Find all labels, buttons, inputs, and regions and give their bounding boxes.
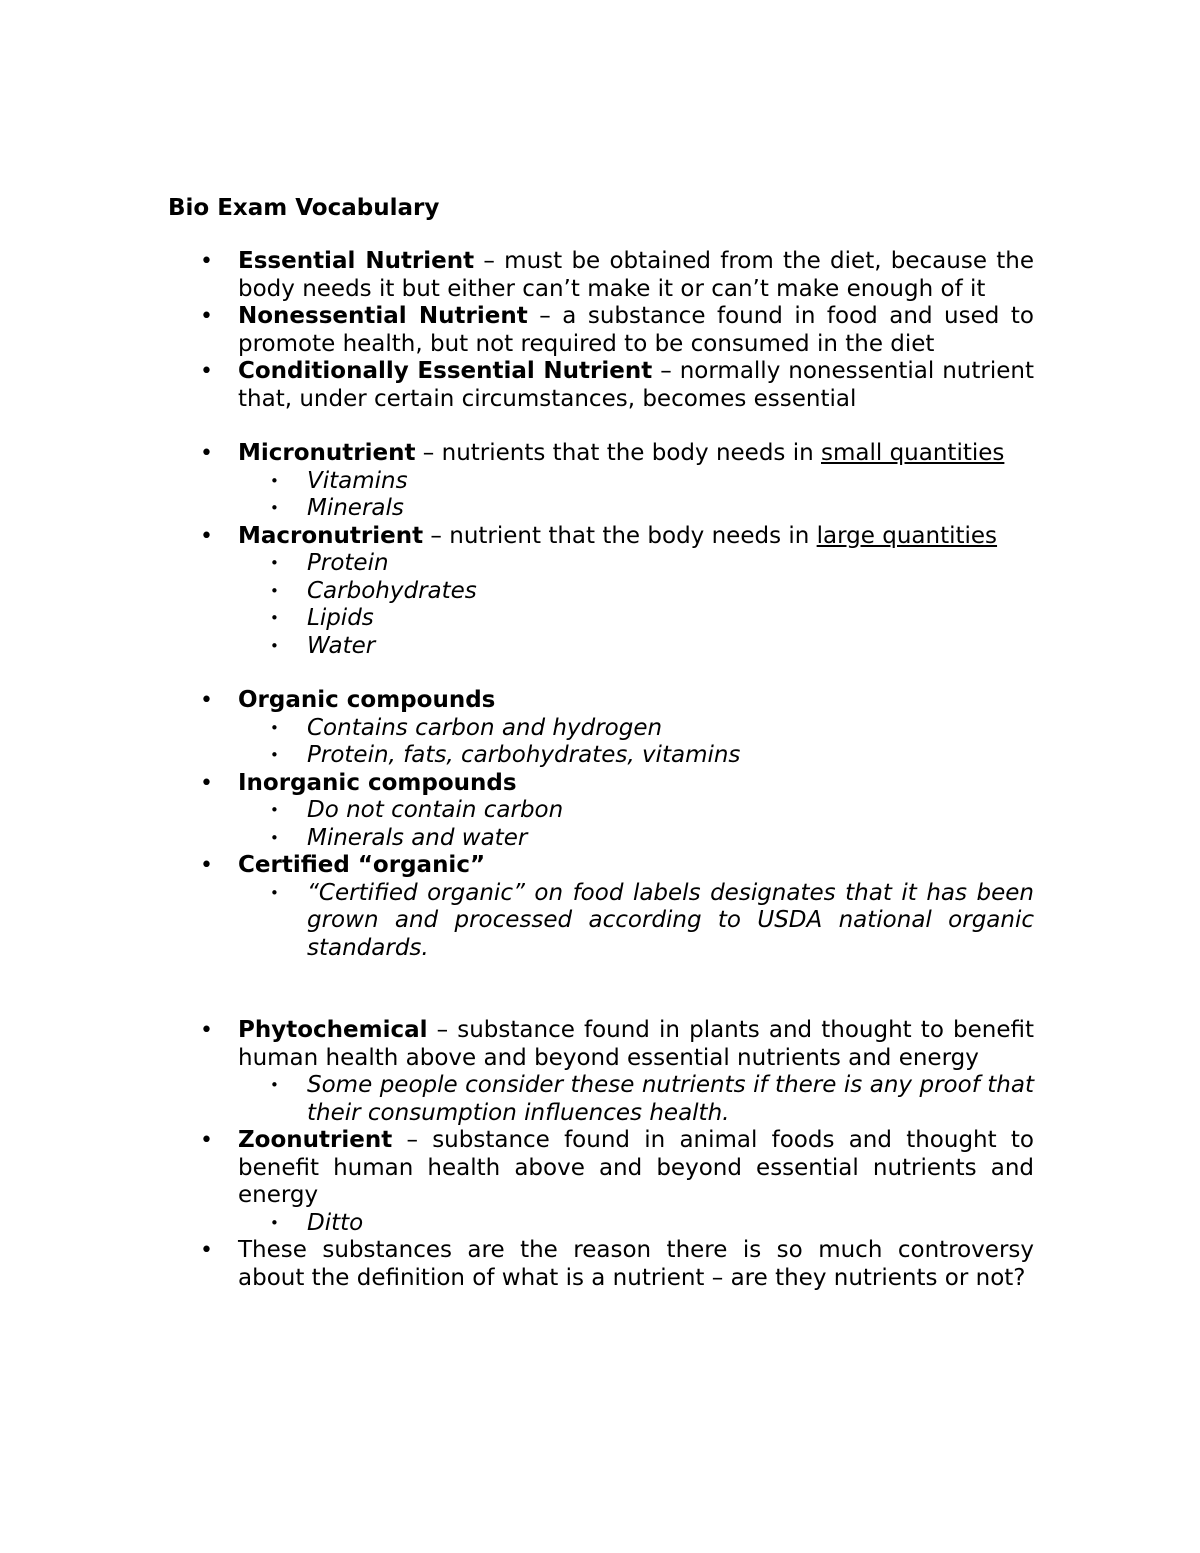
sub-item: • Water [238, 633, 1034, 661]
sub-item: • Minerals [238, 495, 1034, 523]
term: Conditionally Essential Nutrient [238, 358, 653, 384]
definition: – substance found in animal foods and thought to benefit human health above and beyond essential nutrients and energy [238, 1127, 1034, 1208]
closing-text: These substances are the reason there is so much controversy about the definition of what is a nutrient – are they nutrients or not? [238, 1237, 1034, 1291]
list-item-macronutrient [200, 523, 1034, 661]
sub-item: • “Certified organic” on food labels designates that it has been grown and processed according to USDA national organic standards. [238, 880, 1034, 963]
sub-list [238, 797, 1034, 852]
underlined-phrase: large quantities [816, 522, 998, 549]
term: Phytochemical [238, 1017, 428, 1043]
sub-item: • Ditto [238, 1210, 1034, 1238]
term: Nonessential Nutrient [238, 303, 528, 329]
definition: – normally nonessential nutrient that, under certain circumstances, becomes essential [238, 358, 1034, 412]
sub-item: • Contains carbon and hydrogen [238, 715, 1034, 743]
sub-item: • Carbohydrates [238, 578, 1034, 606]
sub-list [238, 1210, 1034, 1238]
sub-item: • Protein, fats, carbohydrates, vitamins [238, 742, 1034, 770]
list-item-inorganic-compounds [200, 770, 1034, 853]
term: Essential Nutrient [238, 248, 475, 274]
term: Micronutrient [238, 440, 416, 466]
underlined-phrase: small quantities [821, 440, 1005, 466]
list-item-phytochemical [200, 1017, 1034, 1127]
sub-item: • Some people consider these nutrients if there is any proof that their consumption influences health. [238, 1072, 1034, 1127]
sub-item: • Lipids [238, 605, 1034, 633]
definition: – must be obtained from the diet, because the body needs it but either can’t make it or can’t make enough of it [238, 248, 1035, 302]
sub-list [238, 468, 1034, 523]
list-item-closing-note [200, 1237, 1034, 1292]
sub-list [238, 1072, 1034, 1127]
list-item-organic-compounds [200, 687, 1034, 770]
sub-list [238, 715, 1034, 770]
list-item-nonessential-nutrient [200, 303, 1034, 358]
definition: – substance found in plants and thought to benefit human health above and beyond essential nutrients and energy [238, 1017, 1034, 1071]
sub-list [238, 550, 1034, 660]
term: Zoonutrient [238, 1127, 393, 1153]
list-item-certified-organic [200, 852, 1034, 962]
vocabulary-list [200, 248, 1034, 1292]
sub-list [238, 880, 1034, 963]
list-item-micronutrient [200, 440, 1034, 523]
definition: – nutrient that the body needs in [423, 522, 817, 549]
definition: – a substance found in food and used to promote health, but not required to be consumed in the diet [238, 303, 1034, 357]
term: Organic compounds [238, 687, 496, 713]
list-item-conditionally-essential-nutrient [200, 358, 1034, 413]
sub-item: • Protein [238, 550, 1034, 578]
list-item-essential-nutrient [200, 248, 1034, 303]
sub-item: • Minerals and water [238, 825, 1034, 853]
term: Certified “organic” [238, 852, 486, 878]
term: Inorganic compounds [238, 769, 517, 796]
sub-item: • Vitamins [238, 468, 1034, 496]
term: Macronutrient [238, 522, 424, 549]
definition: – nutrients that the body needs in [415, 440, 821, 466]
page-title: Bio Exam Vocabulary [168, 195, 440, 221]
list-item-zoonutrient [200, 1127, 1034, 1237]
sub-item: • Do not contain carbon [238, 797, 1034, 825]
